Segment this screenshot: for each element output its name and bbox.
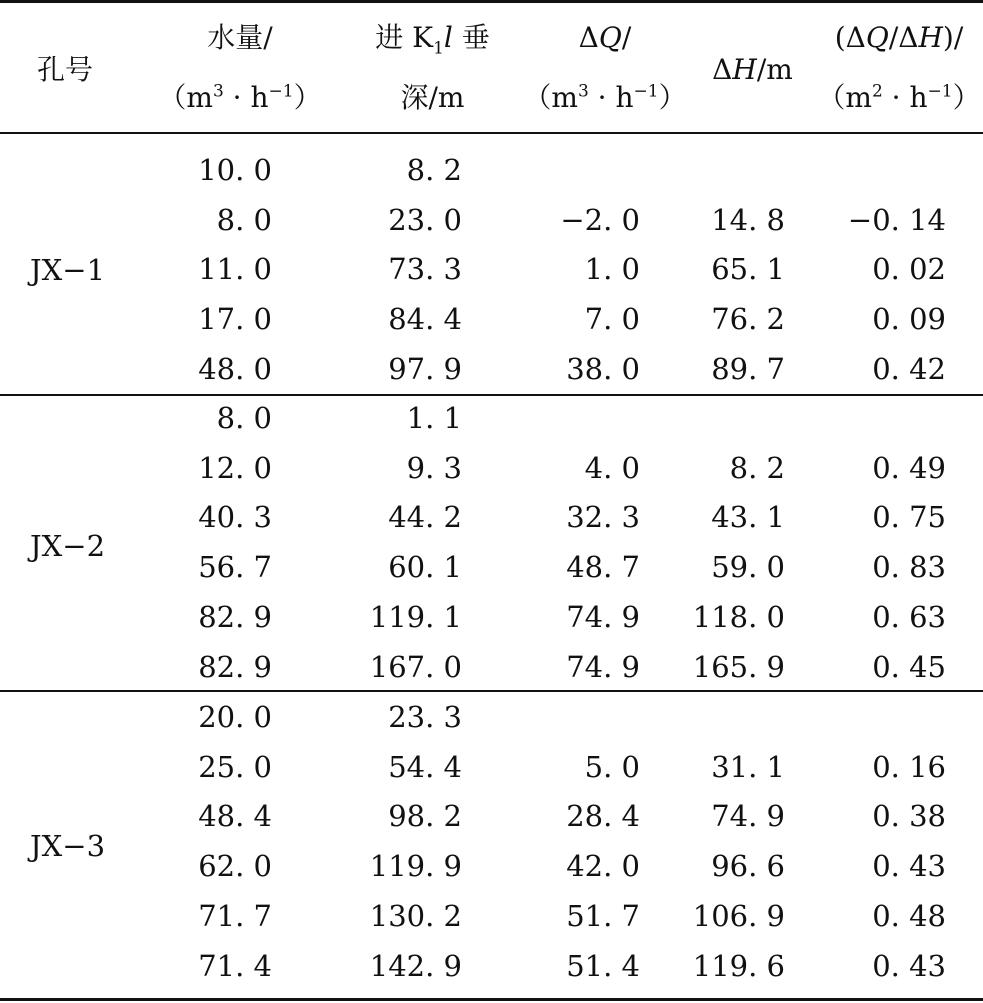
cell-ratio: 0. 09 — [872, 302, 946, 337]
cell-ratio: 0. 49 — [872, 450, 946, 485]
cell-depth: 8. 2 — [406, 153, 462, 187]
cell-depth: 130. 2 — [369, 898, 462, 933]
cell-dh: 96. 6 — [711, 849, 785, 884]
cell-flow: 71. 4 — [198, 948, 272, 983]
cell-depth: 119. 9 — [369, 849, 462, 884]
cell-flow: 20. 0 — [198, 700, 272, 734]
cell-flow: 82. 9 — [198, 599, 272, 634]
cell-ratio: 0. 48 — [872, 898, 946, 933]
cell-ratio: 0. 43 — [872, 849, 946, 884]
cell-dq: 74. 9 — [566, 599, 640, 634]
header-depth-line1: 进 $K_1l$ 垂 — [375, 21, 490, 59]
cell-dq: 42. 0 — [566, 849, 640, 884]
cell-depth: 97. 9 — [388, 351, 462, 386]
hole-label: JX−3 — [30, 829, 106, 863]
header-dq-line1: ΔQ/ — [578, 21, 632, 54]
cell-dq: 51. 4 — [566, 948, 640, 983]
group-rule — [0, 394, 983, 396]
cell-depth: 167. 0 — [369, 649, 462, 684]
cell-flow: 17. 0 — [198, 302, 272, 337]
cell-flow: 56. 7 — [198, 550, 272, 585]
cell-flow: 48. 0 — [198, 351, 272, 386]
cell-dq: 4. 0 — [584, 450, 640, 485]
cell-dh: 119. 6 — [692, 948, 785, 983]
cell-dq: 5. 0 — [584, 749, 640, 784]
cell-dq: 32. 3 — [566, 500, 640, 535]
cell-ratio: 0. 42 — [872, 351, 946, 386]
cell-dq: 48. 7 — [566, 550, 640, 585]
cell-ratio: 0. 43 — [872, 948, 946, 983]
cell-depth: 1. 1 — [406, 401, 462, 435]
cell-dh: 76. 2 — [711, 302, 785, 337]
header-dq-line2: $(m^3 \cdot h^{-1})$ — [523, 81, 687, 114]
header-dh: ΔH/m — [712, 53, 793, 86]
cell-dh: 89. 7 — [711, 351, 785, 386]
bottom-rule — [0, 998, 983, 1001]
cell-depth: 84. 4 — [388, 302, 462, 337]
cell-dh: 74. 9 — [711, 799, 785, 834]
cell-depth: 44. 2 — [388, 500, 462, 535]
cell-ratio: −0. 14 — [847, 202, 946, 237]
cell-flow: 71. 7 — [198, 898, 272, 933]
cell-ratio: 0. 45 — [872, 649, 946, 684]
cell-ratio: 0. 16 — [872, 749, 946, 784]
hole-label: JX−2 — [30, 529, 106, 563]
cell-depth: 119. 1 — [369, 599, 462, 634]
cell-ratio: 0. 63 — [872, 599, 946, 634]
cell-ratio: 0. 83 — [872, 550, 946, 585]
cell-dq: 51. 7 — [566, 898, 640, 933]
header-flow-line2: $(m^3 \cdot h^{-1})$ — [158, 81, 322, 114]
cell-dh: 165. 9 — [692, 649, 785, 684]
cell-dh: 8. 2 — [729, 450, 785, 485]
header-rule — [0, 132, 983, 134]
cell-dq: −2. 0 — [560, 202, 640, 237]
header-flow-line1: 水量/ — [207, 21, 273, 54]
cell-flow: 8. 0 — [216, 202, 272, 237]
cell-dh: 118. 0 — [692, 599, 785, 634]
cell-dh: 43. 1 — [711, 500, 785, 535]
cell-flow: 40. 3 — [198, 500, 272, 535]
cell-depth: 23. 0 — [388, 202, 462, 237]
cell-flow: 25. 0 — [198, 749, 272, 784]
cell-depth: 60. 1 — [388, 550, 462, 585]
cell-dh: 14. 8 — [711, 202, 785, 237]
cell-dq: 1. 0 — [584, 252, 640, 287]
cell-ratio: 0. 02 — [872, 252, 946, 287]
header-hole: 孔号 — [36, 53, 93, 86]
cell-ratio: 0. 75 — [872, 500, 946, 535]
cell-dh: 31. 1 — [711, 749, 785, 784]
cell-depth: 73. 3 — [388, 252, 462, 287]
cell-dh: 59. 0 — [711, 550, 785, 585]
cell-depth: 98. 2 — [388, 799, 462, 834]
top-rule — [0, 0, 983, 3]
cell-dh: 106. 9 — [692, 898, 785, 933]
header-ratio-line1: (ΔQ/ΔH)/ — [834, 21, 964, 54]
group-rule — [0, 690, 983, 692]
cell-flow: 10. 0 — [198, 153, 272, 187]
cell-depth: 54. 4 — [388, 749, 462, 784]
cell-flow: 11. 0 — [198, 252, 272, 287]
cell-depth: 142. 9 — [369, 948, 462, 983]
cell-dq: 74. 9 — [566, 649, 640, 684]
cell-dq: 7. 0 — [584, 302, 640, 337]
cell-depth: 9. 3 — [406, 450, 462, 485]
cell-dq: 28. 4 — [566, 799, 640, 834]
header-ratio-line2: $(m^2 \cdot h^{-1})$ — [817, 81, 981, 114]
hole-label: JX−1 — [30, 253, 106, 287]
cell-depth: 23. 3 — [388, 700, 462, 734]
cell-flow: 48. 4 — [198, 799, 272, 834]
cell-flow: 62. 0 — [198, 849, 272, 884]
cell-ratio: 0. 38 — [872, 799, 946, 834]
cell-flow: 8. 0 — [216, 401, 272, 435]
cell-flow: 12. 0 — [198, 450, 272, 485]
cell-flow: 82. 9 — [198, 649, 272, 684]
cell-dh: 65. 1 — [711, 252, 785, 287]
header-depth-line2: 深/m — [400, 81, 465, 114]
cell-dq: 38. 0 — [566, 351, 640, 386]
